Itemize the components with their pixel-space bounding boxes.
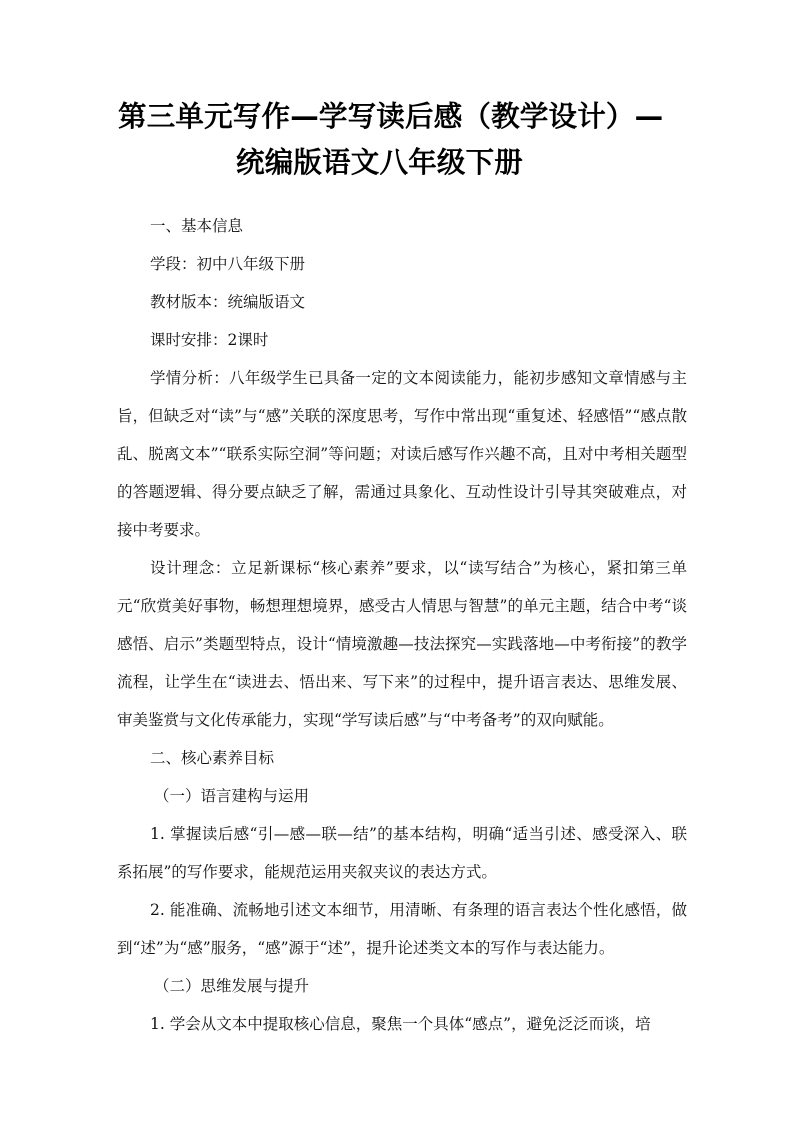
learner-analysis-paragraph: 学情分析：八年级学生已具备一定的文本阅读能力，能初步感知文章情感与主旨，但缺乏对“读”与“感”关联的深度思考，写作中常出现“重复述、轻感悟”“感点散乱、脱离文本”“联系实际空洞”等问题；对读后感写作兴趣不高，且对中考相关题型的答题逻辑、得分要点缺乏了解，需通过具象化、互动性设计引导其突破难点，对接中考要求。 — [117, 369, 687, 539]
document-body — [117, 207, 687, 1043]
title-line-2: 统编版语文八年级下册 — [236, 146, 524, 179]
info-schedule: 课时安排：2课时 — [150, 331, 269, 349]
objective-language-2: 2. 能准确、流畅地引述文本细节，用清晰、有条理的语言表达个性化感悟，做到“述”为“感”服务，“感”源于“述”，提升论述类文本的写作与表达能力。 — [117, 901, 687, 957]
subsection-heading-thinking: （二）思维发展与提升 — [154, 977, 310, 995]
objective-thinking-1: 1. 学会从文本中提取核心信息，聚焦一个具体“感点”，避免泛泛而谈，培 — [150, 1015, 651, 1033]
title-line-1: 第三单元写作—学写读后感（教学设计）— — [118, 100, 664, 133]
objective-language-1: 1. 掌握读后感“引—感—联—结”的基本结构，明确“适当引述、感受深入、联系拓展”的写作要求，能规范运用夹叙夹议的表达方式。 — [117, 825, 687, 881]
info-grade: 学段：初中八年级下册 — [150, 255, 306, 273]
design-concept-paragraph: 设计理念：立足新课标“核心素养”要求，以“读写结合”为核心，紧扣第三单元“欣赏美好事物，畅想理想境界，感受古人情思与智慧”的单元主题，结合中考“谈感悟、启示”类题型特点，设计“情境激趣—技法探究—实践落地—中考衔接”的教学流程，让学生在“读进去、悟出来、写下来”的过程中，提升语言表达、思维发展、审美鉴赏与文化传承能力，实现“学写读后感”与“中考备考”的双向赋能。 — [117, 559, 687, 729]
info-textbook: 教材版本：统编版语文 — [150, 293, 306, 311]
section-heading-objectives: 二、核心素养目标 — [150, 749, 275, 767]
subsection-heading-language: （一）语言建构与运用 — [154, 787, 310, 805]
document-title — [118, 94, 758, 186]
section-heading-basic-info: 一、基本信息 — [150, 217, 244, 235]
